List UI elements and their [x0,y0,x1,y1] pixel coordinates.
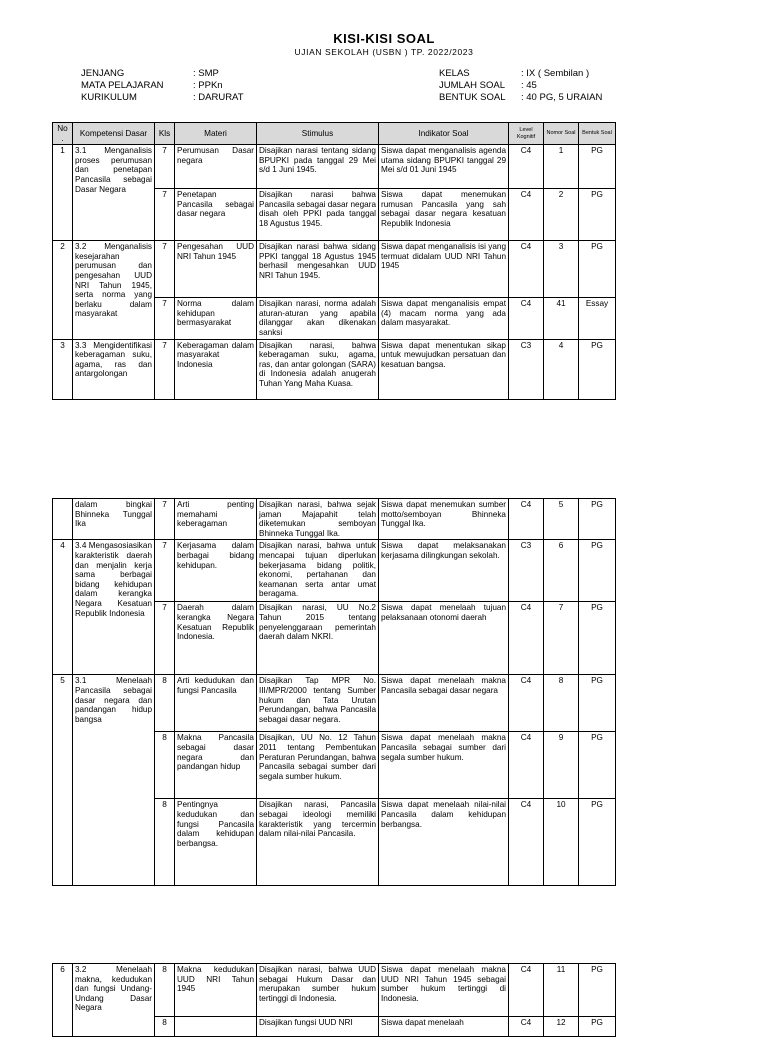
cell-bentuk-soal: PG [579,189,616,241]
cell-indikator: Siswa dapat melaksanakan kerjasama dilingkungan sekolah. [379,540,509,602]
cell-materi [175,1017,257,1037]
cell-indikator: Siswa dapat menelaah makna Pancasila sebagai sumber dari segala sumber hukum. [379,732,509,799]
cell-stimulus: Disajikan Tap MPR No. III/MPR/2000 tentang Sumber hukum dan Tata Urutan Perundangan, bahwa Pancasila sebagai dasar negara. [257,675,379,732]
cell-kelas: 7 [155,339,175,399]
cell-materi: Pengesahan UUD NRI Tahun 1945 [175,241,257,298]
cell-indikator: Siswa dapat menemukan sumber motto/semboyan Bhinneka Tunggal Ika. [379,499,509,540]
meta-key: JENJANG [81,68,125,79]
cell-bentuk-soal: PG [579,241,616,298]
header-stimulus: Stimulus [257,123,379,145]
meta-value: : 40 PG, 5 URAIAN [521,92,603,103]
header-materi: Materi [175,123,257,145]
table-row [53,964,616,1017]
cell-kelas: 7 [155,499,175,540]
cell-bentuk-soal: PG [579,339,616,399]
cell-indikator: Siswa dapat menganalisis isi yang termuat didalam UUD NRI Tahun 1945 [379,241,509,298]
cell-no: 6 [53,964,73,1037]
cell-indikator: Siswa dapat menelaah tujuan pelaksanaan otonomi daerah [379,602,509,675]
meta-left [81,68,244,104]
cell-level-kognitif: C4 [509,298,544,339]
cell-kelas: 8 [155,732,175,799]
cell-stimulus: Disajikan narasi, bahwa sejak jaman Majapahit telah diketemukan semboyan Bhinneka Tunggal Ika. [257,499,379,540]
cell-kelas: 7 [155,540,175,602]
cell-no: 2 [53,241,73,339]
cell-level-kognitif: C4 [509,602,544,675]
cell-kompetensi-dasar: 3.1 Menganalisis proses perumusan dan penetapan Pancasila sebagai Dasar Negara [73,145,155,241]
cell-level-kognitif: C4 [509,499,544,540]
cell-no: 4 [53,540,73,675]
header-indikator: Indikator Soal [379,123,509,145]
document-subtitle: UJIAN SEKOLAH (USBN ) TP. 2022/2023 [294,47,474,57]
cell-level-kognitif: C4 [509,145,544,189]
cell-materi: Makna Pancasila sebagai dasar negara dan pandangan hidup [175,732,257,799]
cell-bentuk-soal: PG [579,499,616,540]
kisi-table-page-1 [52,122,616,400]
cell-stimulus: Disajikan narasi, bahwa keberagaman suku, agama, ras, dan antar golongan (SARA) di Indonesia adalah anugerah Tuhan Yang Maha Kuasa. [257,339,379,399]
cell-stimulus: Disajikan narasi, norma adalah aturan-aturan yang apabila dilanggar akan dikenakan sanksi [257,298,379,339]
cell-indikator: Siswa dapat menemukan rumusan Pancasila yang sah sebagai dasar negara kesatuan Republik Indonesia [379,189,509,241]
cell-bentuk-soal: PG [579,145,616,189]
cell-stimulus: Disajikan narasi, bahwa untuk mencapai tujuan diperlukan bekerjasama bidang politik, ekonomi, pertahanan dan keamanan serta antar umat beragama. [257,540,379,602]
cell-kompetensi-dasar: 3.2 Menganalisis kesejarahan perumusan dan pengesahan UUD NRI Tahun 1945, serta norma yang berlaku dalam masyarakat [73,241,155,339]
header-kompetensi-dasar: Kompetensi Dasar [73,123,155,145]
cell-stimulus: Disajikan, UU No. 12 Tahun 2011 tentang Pembentukan Peraturan Perundangan, bahwa Pancasila sebagai sumber dari segala sumber hukum. [257,732,379,799]
cell-stimulus: Disajikan narasi, bahwa UUD sebagai Hukum Dasar dan merupakan sumber hukum tertinggi di Indonesia. [257,964,379,1017]
cell-nomor-soal: 7 [544,602,579,675]
header-kelas: Kls [155,123,175,145]
cell-kelas: 8 [155,964,175,1017]
cell-kelas: 7 [155,602,175,675]
cell-nomor-soal: 41 [544,298,579,339]
cell-stimulus: Disajikan narasi bahwa Pancasila sebagai dasar negara disah oleh PPKI pada tanggal 18 Agustus 1945. [257,189,379,241]
cell-kelas: 8 [155,675,175,732]
cell-level-kognitif: C4 [509,964,544,1017]
cell-level-kognitif: C4 [509,241,544,298]
cell-kelas: 8 [155,1017,175,1037]
cell-no: 3 [53,339,73,399]
cell-kompetensi-dasar: 3.1 Menelaah Pancasila sebagai dasar negara dan pandangan hidup bangsa [73,675,155,886]
cell-nomor-soal: 2 [544,189,579,241]
document-title: KISI-KISI SOAL [333,31,435,46]
cell-nomor-soal: 11 [544,964,579,1017]
meta-key: KELAS [439,68,470,79]
cell-indikator: Siswa dapat menelaah makna Pancasila sebagai dasar negara [379,675,509,732]
cell-indikator: Siswa dapat menelaah makna UUD NRI Tahun 1945 sebagai sumber hukum tertinggi di Indonesia. [379,964,509,1017]
table-row [53,145,616,189]
cell-kompetensi-dasar: 3.2 Menelaah makna, kedudukan dan fungsi Undang-Undang Dasar Negara [73,964,155,1037]
cell-materi: Penetapan Pancasila sebagai dasar negara [175,189,257,241]
cell-level-kognitif: C4 [509,799,544,886]
cell-nomor-soal: 6 [544,540,579,602]
cell-materi: Pentingnya kedudukan dan fungsi Pancasila dalam kehidupan berbangsa. [175,799,257,886]
cell-indikator: Siswa dapat menelaah nilai-nilai Pancasila dalam kehidupan berbangsa. [379,799,509,886]
cell-nomor-soal: 3 [544,241,579,298]
cell-level-kognitif: C3 [509,540,544,602]
header-no: No . [53,123,73,145]
cell-nomor-soal: 1 [544,145,579,189]
header-bentuk-soal: Bentuk Soal [579,123,616,145]
cell-level-kognitif: C4 [509,1017,544,1037]
meta-key: BENTUK SOAL [439,92,506,103]
meta-key: MATA PELAJARAN [81,80,164,91]
cell-materi: Arti penting memahami keberagaman [175,499,257,540]
header-level-kognitif: Level Kognitif [509,123,544,145]
meta-value: : IX ( Sembilan ) [521,68,590,79]
cell-bentuk-soal: PG [579,675,616,732]
cell-materi: Keberagaman dalam masyarakat Indonesia [175,339,257,399]
cell-indikator: Siswa dapat menganalisis agenda utama sidang BPUPKI tanggal 29 Mei s/d 01 Juni 1945 [379,145,509,189]
cell-materi: Makna kedudukan UUD NRI Tahun 1945 [175,964,257,1017]
cell-no: 1 [53,145,73,241]
cell-indikator: Siswa dapat menentukan sikap untuk mewujudkan persatuan dan kesatuan bangsa. [379,339,509,399]
cell-kelas: 7 [155,189,175,241]
cell-nomor-soal: 4 [544,339,579,399]
cell-stimulus: Disajikan fungsi UUD NRI [257,1017,379,1037]
cell-nomor-soal: 9 [544,732,579,799]
cell-kompetensi-dasar: 3.4 Mengasosiasikan karakteristik daerah dan menjalin kerja sama berbagai bidang kehidupan dalam kerangka Negara Kesatuan Republik Indonesia [73,540,155,675]
cell-level-kognitif: C4 [509,732,544,799]
cell-bentuk-soal: PG [579,602,616,675]
cell-kelas: 7 [155,241,175,298]
meta-value: : 45 [521,80,537,91]
meta-key: JUMLAH SOAL [439,80,505,91]
cell-level-kognitif: C3 [509,339,544,399]
cell-kelas: 7 [155,145,175,189]
cell-materi: Norma dalam kehidupan bermasyarakat [175,298,257,339]
cell-bentuk-soal: PG [579,964,616,1017]
cell-materi: Kerjasama dalam berbagai bidang kehidupan. [175,540,257,602]
cell-bentuk-soal: PG [579,732,616,799]
cell-bentuk-soal: PG [579,540,616,602]
cell-bentuk-soal: PG [579,799,616,886]
cell-kelas: 7 [155,298,175,339]
header-nomor-soal: Nomor Soal [544,123,579,145]
meta-value: : PPKn [193,80,223,91]
cell-materi: Arti kedudukan dan fungsi Pancasila [175,675,257,732]
cell-level-kognitif: C4 [509,189,544,241]
kisi-table-page-2 [52,498,616,886]
cell-kompetensi-dasar: 3.3 Mengidentifikasi keberagaman suku, agama, ras dan antargolongan [73,339,155,399]
cell-no: 5 [53,675,73,886]
meta-value: : SMP [193,68,219,79]
cell-stimulus: Disajikan narasi, UU No.2 Tahun 2015 tentang penyelenggaraan pemerintah daerah dalam NKRI. [257,602,379,675]
meta-key: KURIKULUM [81,92,137,103]
cell-nomor-soal: 12 [544,1017,579,1037]
cell-nomor-soal: 8 [544,675,579,732]
meta-value: : DARURAT [193,92,244,103]
table-row [53,540,616,602]
cell-bentuk-soal: Essay [579,298,616,339]
cell-kompetensi-dasar: dalam bingkai Bhinneka Tunggal Ika [73,499,155,540]
cell-nomor-soal: 10 [544,799,579,886]
table-row [53,339,616,399]
table-row [53,675,616,732]
cell-nomor-soal: 5 [544,499,579,540]
meta-right [439,68,602,104]
cell-indikator: Siswa dapat menelaah [379,1017,509,1037]
cell-indikator: Siswa dapat menganalisis empat (4) macam norma yang ada dalam masyarakat. [379,298,509,339]
cell-no [53,499,73,540]
cell-stimulus: Disajikan narasi, Pancasila sebagai ideologi memiliki karakteristik yang tercermin dalam nilai-nilai Pancasila. [257,799,379,886]
cell-level-kognitif: C4 [509,675,544,732]
cell-kelas: 8 [155,799,175,886]
cell-bentuk-soal: PG [579,1017,616,1037]
cell-materi: Daerah dalam kerangka Negara Kesatuan Republik Indonesia. [175,602,257,675]
table-row [53,241,616,298]
cell-materi: Perumusan Dasar negara [175,145,257,189]
cell-stimulus: Disajikan narasi bahwa sidang PPKI tanggal 18 Agustus 1945 berhasil mengesahkan UUD NRI Tahun 1945. [257,241,379,298]
cell-stimulus: Disajikan narasi tentang sidang BPUPKI pada tanggal 29 Mei s/d 1 Juni 1945. [257,145,379,189]
kisi-table-page-3 [52,963,616,1037]
table-row [53,499,616,540]
